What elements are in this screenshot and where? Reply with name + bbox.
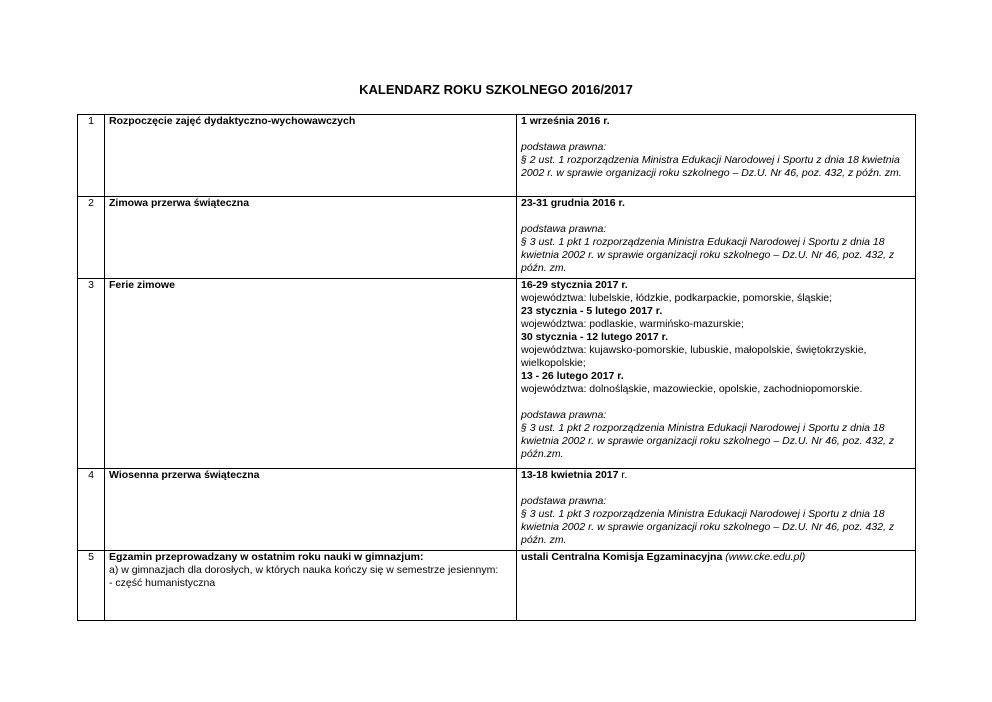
period-date: 23 stycznia - 5 lutego 2017 r. bbox=[521, 305, 663, 317]
row-number: 2 bbox=[78, 197, 105, 279]
event-date: 1 września 2016 r. bbox=[521, 115, 610, 127]
event-name: Egzamin przeprowadzany w ostatnim roku nauki w gimnazjum: bbox=[109, 551, 424, 563]
event-date-suffix: r. bbox=[618, 469, 628, 481]
legal-basis-label: podstawa prawna: bbox=[521, 141, 607, 153]
table-row bbox=[78, 115, 916, 197]
legal-basis: § 2 ust. 1 rozporządzenia Ministra Edukacji Narodowej i Sportu z dnia 18 kwietnia 2002 r. w sprawie organizacji roku szkolnego – Dz.U. Nr 46, poz. 432, z późn. zm. bbox=[521, 154, 902, 179]
legal-basis: § 3 ust. 1 pkt 1 rozporządzenia Ministra Edukacji Narodowej i Sportu z dnia 18 kwietnia 2002 r. w sprawie organizacji roku szkolnego – Dz.U. Nr 46, poz. 432, z późn. zm. bbox=[521, 236, 895, 274]
event-name: Wiosenna przerwa świąteczna bbox=[105, 469, 517, 551]
event-sub-a: a) w gimnazjach dla dorosłych, w których nauka kończy się w semestrze jesiennym: bbox=[109, 564, 499, 576]
event-details bbox=[517, 469, 916, 551]
table-row bbox=[78, 469, 916, 551]
event-details bbox=[517, 197, 916, 279]
row-number: 1 bbox=[78, 115, 105, 197]
period-regions: województwa: lubelskie, łódzkie, podkarpackie, pomorskie, śląskie; bbox=[521, 292, 833, 304]
cke-link[interactable]: (www.cke.edu.pl) bbox=[725, 551, 806, 563]
table-row bbox=[78, 551, 916, 621]
event-sub-b: - część humanistyczna bbox=[109, 577, 216, 589]
legal-basis: § 3 ust. 1 pkt 3 rozporządzenia Ministra Edukacji Narodowej i Sportu z dnia 18 kwietnia 2002 r. w sprawie organizacji roku szkolnego – Dz.U. Nr 46, poz. 432, z późn. zm. bbox=[521, 508, 895, 546]
event-name-cell bbox=[105, 551, 517, 621]
event-name: Ferie zimowe bbox=[105, 279, 517, 469]
table-row bbox=[78, 197, 916, 279]
period-date: 30 stycznia - 12 lutego 2017 r. bbox=[521, 331, 669, 343]
event-date: 13-18 kwietnia 2017 bbox=[521, 469, 619, 481]
period-regions: województwa: dolnośląskie, mazowieckie, opolskie, zachodniopomorskie. bbox=[521, 383, 863, 395]
calendar-table bbox=[77, 114, 916, 621]
event-date: 23-31 grudnia 2016 r. bbox=[521, 197, 625, 209]
event-date: ustali Centralna Komisja Egzaminacyjna bbox=[521, 551, 723, 563]
event-name: Zimowa przerwa świąteczna bbox=[105, 197, 517, 279]
page-title: KALENDARZ ROKU SZKOLNEGO 2016/2017 bbox=[359, 82, 633, 97]
event-details bbox=[517, 551, 916, 621]
row-number: 5 bbox=[78, 551, 105, 621]
event-details bbox=[517, 115, 916, 197]
legal-basis-label: podstawa prawna: bbox=[521, 409, 607, 421]
legal-basis-label: podstawa prawna: bbox=[521, 495, 607, 507]
period-regions: województwa: podlaskie, warmińsko-mazurskie; bbox=[521, 318, 744, 330]
table-row bbox=[78, 279, 916, 469]
legal-basis: § 3 ust. 1 pkt 2 rozporządzenia Ministra Edukacji Narodowej i Sportu z dnia 18 kwietnia 2002 r. w sprawie organizacji roku szkolnego – Dz.U. Nr 46, poz. 432, z późn.zm. bbox=[521, 422, 895, 460]
row-number: 3 bbox=[78, 279, 105, 469]
event-name: Rozpoczęcie zajęć dydaktyczno-wychowawczych bbox=[105, 115, 517, 197]
legal-basis-label: podstawa prawna: bbox=[521, 223, 607, 235]
period-date: 16-29 stycznia 2017 r. bbox=[521, 279, 628, 291]
period-date: 13 - 26 lutego 2017 r. bbox=[521, 370, 624, 382]
row-number: 4 bbox=[78, 469, 105, 551]
event-details bbox=[517, 279, 916, 469]
period-regions: województwa: kujawsko-pomorskie, lubuskie, małopolskie, świętokrzyskie, wielkopolskie; bbox=[521, 344, 867, 369]
